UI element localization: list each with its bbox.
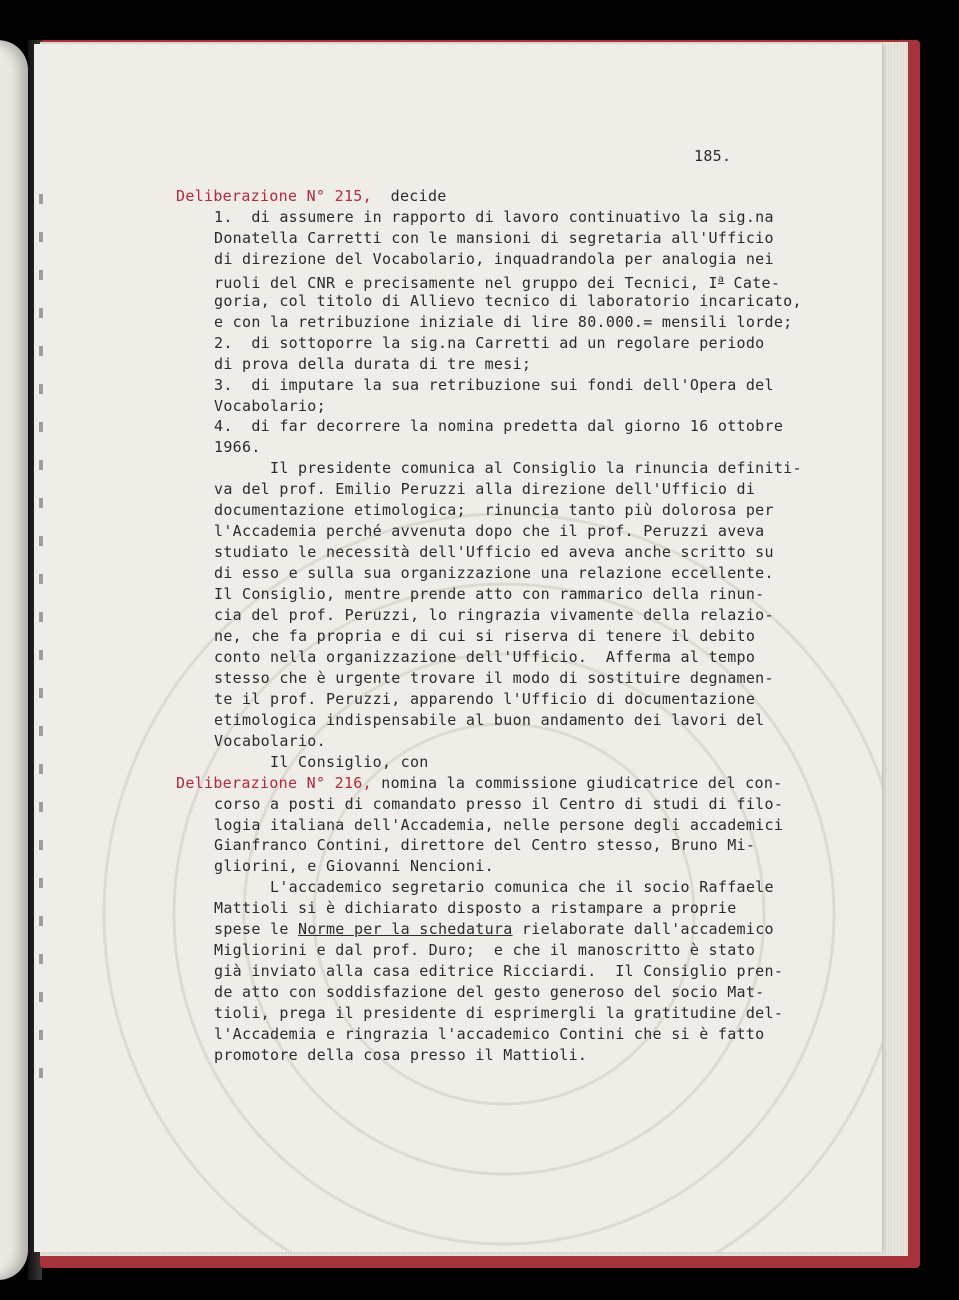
text-segment: logia italiana dell'Accademia, nelle persone degli accademici <box>214 815 784 834</box>
text-segment: corso a posti di comandato presso il Centro di studi di filo- <box>214 794 784 813</box>
text-segment: promotore della cosa presso il Mattioli. <box>214 1045 588 1064</box>
document-page <box>34 44 882 1252</box>
text-segment: Cate- <box>724 273 781 292</box>
text-line <box>214 542 774 562</box>
text-segment: 2. di sottoporre la sig.na Carretti ad un regolare periodo <box>214 333 765 352</box>
underlined-title: Norme per la schedatura <box>297 920 513 939</box>
text-segment: de atto con soddisfazione del gesto generoso del socio Mat- <box>214 983 765 1002</box>
text-segment: goria, col titolo di Allievo tecnico di laboratorio incaricato, <box>214 291 802 310</box>
text-line <box>214 563 774 583</box>
text-segment: cia del prof. Peruzzi, lo ringrazia vivamente della relazio- <box>214 606 774 624</box>
text-line <box>214 207 774 227</box>
text-line <box>214 354 531 374</box>
text-line <box>214 835 755 855</box>
text-line <box>214 752 429 772</box>
text-line <box>214 521 765 541</box>
text-segment: di prova della durata di tre mesi; <box>214 354 532 373</box>
text-segment: rielaborate dall'accademico <box>512 920 774 939</box>
text-line <box>214 458 802 478</box>
facing-page-edge <box>0 40 28 1280</box>
text-segment: l'Accademia perché avvenuta dopo che il prof. Peruzzi aveva <box>214 522 765 541</box>
text-line <box>214 940 755 960</box>
text-line <box>214 668 774 688</box>
text-line <box>214 228 774 248</box>
text-line <box>214 605 774 625</box>
text-segment: 1966. <box>214 438 261 457</box>
text-segment: documentazione etimologica; rinuncia tanto più dolorosa per <box>214 501 774 520</box>
text-segment: studiato le necessità dell'Ufficio ed aveva anche scritto su <box>214 543 774 562</box>
text-line <box>214 437 261 457</box>
text-segment: di esso e sulla sua organizzazione una relazione eccellente. <box>214 564 774 583</box>
typed-text <box>34 44 882 1252</box>
text-line <box>214 375 774 395</box>
text-segment: già inviato alla casa editrice Ricciardi. Il Consiglio pren- <box>214 962 784 981</box>
text-segment: L'accademico segretario comunica che il socio Raffaele <box>214 878 774 897</box>
text-segment: ne, che fa propria e di cui si riserva di tenere il debito <box>214 626 756 645</box>
text-line <box>214 856 494 876</box>
text-segment: Il Consiglio, con <box>214 752 429 771</box>
text-segment: Mattioli si è dichiarato disposto a ristampare a proprie <box>214 899 737 918</box>
text-segment: tioli, prega il presidente di esprimergli la gratitudine del- <box>214 1004 784 1023</box>
text-line <box>214 291 802 311</box>
text-segment: Vocabolario; <box>214 396 326 415</box>
text-line <box>214 396 326 416</box>
deliberation-label: Deliberazione N° 216, <box>176 773 372 792</box>
text-segment: stesso che è urgente trovare il modo di sostituire degnamen- <box>214 668 774 687</box>
text-line <box>214 584 765 604</box>
text-line <box>214 626 755 646</box>
text-segment: a <box>717 273 725 285</box>
text-segment: 3. di imputare la sua retribuzione sui fondi dell'Opera del <box>214 375 774 394</box>
text-segment: e con la retribuzione iniziale di lire 80.000.= mensili lorde; <box>214 312 793 331</box>
text-line <box>214 710 765 730</box>
text-line <box>214 270 780 293</box>
text-line <box>214 961 783 981</box>
text-line <box>214 479 755 499</box>
text-segment: Vocabolario. <box>214 731 326 750</box>
text-segment: etimologica indispensabile al buon andamento dei lavori del <box>214 710 765 729</box>
page-number: 185. <box>694 147 732 165</box>
text-line <box>214 500 774 520</box>
text-line <box>214 647 755 667</box>
text-line <box>214 689 755 709</box>
text-line <box>214 815 783 835</box>
text-line <box>214 919 774 939</box>
deliberation-label: Deliberazione N° 215, <box>176 187 372 205</box>
text-segment: nomina la commissione giudicatrice del con- <box>371 773 783 792</box>
text-line <box>214 898 737 918</box>
text-segment: l'Accademia e ringrazia l'accademico Contini che si è fatto <box>214 1025 765 1043</box>
text-line <box>176 773 783 793</box>
text-segment: Il Consiglio, mentre prende atto con rammarico della rinun- <box>214 585 765 604</box>
text-line <box>214 1024 765 1044</box>
text-segment: Il presidente comunica al Consiglio la rinuncia definiti- <box>214 459 802 478</box>
text-line <box>214 982 765 1002</box>
text-segment: 1. di assumere in rapporto di lavoro continuativo la sig.na <box>214 207 774 226</box>
text-line <box>214 877 774 897</box>
text-segment: spese le <box>214 920 298 939</box>
text-line <box>214 249 774 269</box>
text-line <box>214 794 783 814</box>
text-line <box>176 186 447 206</box>
text-segment: 4. di far decorrere la nomina predetta dal giorno 16 ottobre <box>214 417 784 436</box>
text-line <box>214 1045 587 1065</box>
text-segment: Donatella Carretti con le mansioni di segretaria all'Ufficio <box>214 228 774 247</box>
text-line <box>214 312 793 332</box>
text-segment: di direzione del Vocabolario, inquadrandola per analogia nei <box>214 249 774 268</box>
text-segment: Migliorini e dal prof. Duro; e che il manoscritto è stato <box>214 941 756 960</box>
text-segment: ruoli del CNR e precisamente nel gruppo dei Tecnici, I <box>214 273 718 292</box>
text-segment: Gianfranco Contini, direttore del Centro stesso, Bruno Mi- <box>214 836 756 855</box>
text-segment: te il prof. Peruzzi, apparendo l'Ufficio di documentazione <box>214 689 756 708</box>
text-line <box>214 731 326 751</box>
text-segment: gliorini, e Giovanni Nencioni. <box>214 857 494 876</box>
text-line <box>214 333 765 353</box>
text-line <box>214 1003 783 1023</box>
text-segment: conto nella organizzazione dell'Ufficio. Afferma al tempo <box>214 647 756 666</box>
text-segment: va del prof. Emilio Peruzzi alla direzione dell'Ufficio di <box>214 480 756 499</box>
text-line <box>214 416 783 436</box>
text-segment: decide <box>371 187 447 205</box>
